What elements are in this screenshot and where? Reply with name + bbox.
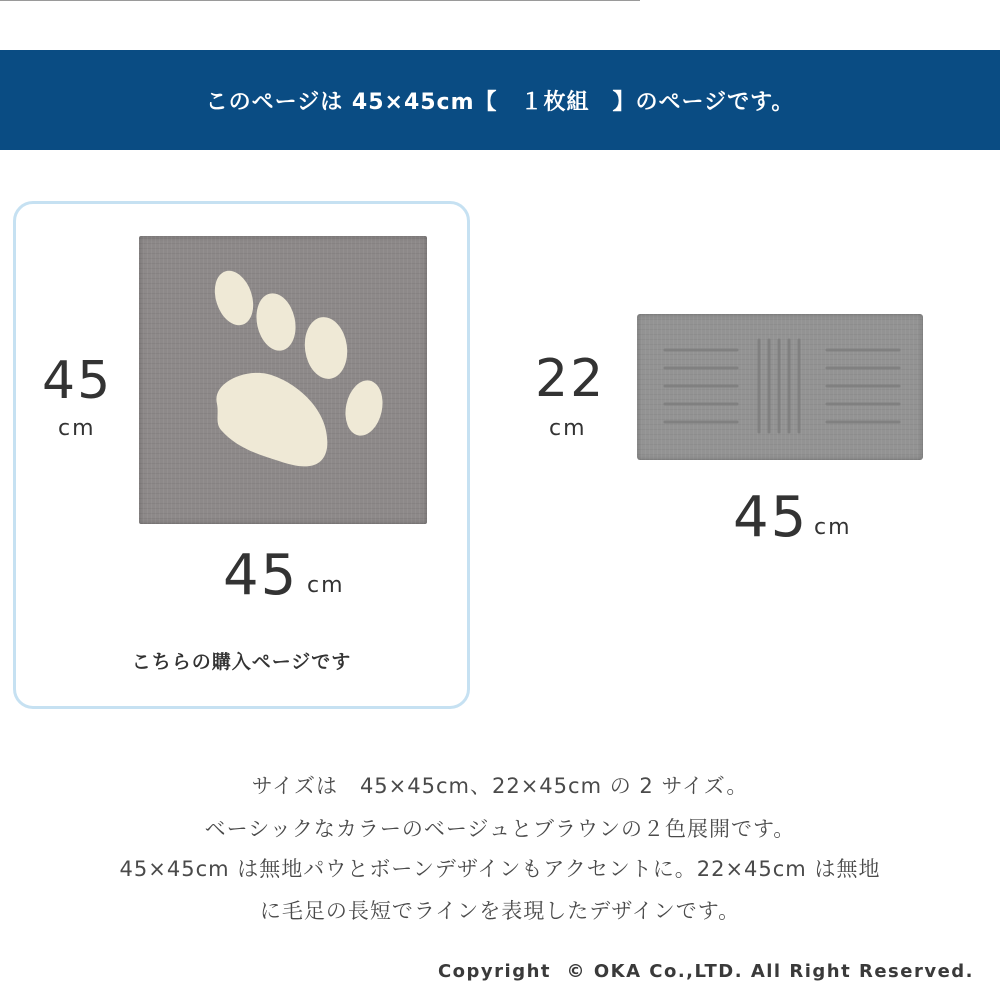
purchase-page-caption: こちらの購入ページです: [131, 651, 352, 673]
square-mat-image[interactable]: [139, 236, 427, 524]
page-notice-banner: [0, 50, 1000, 150]
description-line-3: 45×45cm は無地パウとボーンデザインもアクセントに。22×45cm は無地: [119, 857, 881, 881]
paw-toe-4: [341, 377, 388, 439]
description-line-1: サイズは 45×45cm、22×45cm の 2 サイズ。: [251, 774, 749, 798]
other-height-value: 22: [535, 349, 606, 409]
selected-width-unit: cm: [307, 573, 345, 598]
paw-toe-3: [301, 314, 351, 381]
selected-width-value: 45: [223, 543, 299, 608]
copyright-notice: Copyright © OKA Co.,LTD. All Right Reserved.: [437, 961, 974, 982]
selected-height-value: 45: [42, 351, 113, 411]
paw-print-icon: [139, 236, 427, 524]
other-height-unit: cm: [549, 416, 587, 441]
other-width-unit: cm: [814, 515, 852, 540]
description-line-2: ベーシックなカラーのベージュとブラウンの２色展開です。: [204, 817, 796, 841]
paw-pad: [216, 373, 327, 467]
paw-toe-2: [251, 290, 300, 355]
rectangle-mat-image[interactable]: [637, 314, 923, 460]
other-width-value: 45: [733, 485, 809, 550]
top-divider: [0, 0, 640, 1]
paw-toe-1: [208, 266, 260, 330]
line-pattern-icon: [637, 314, 923, 460]
description-line-4: に毛足の長短でラインを表現したデザインです。: [259, 899, 741, 923]
banner-text: このページは 45×45cm【 １枚組 】のページです。: [205, 89, 795, 115]
selected-height-unit: cm: [58, 416, 96, 441]
